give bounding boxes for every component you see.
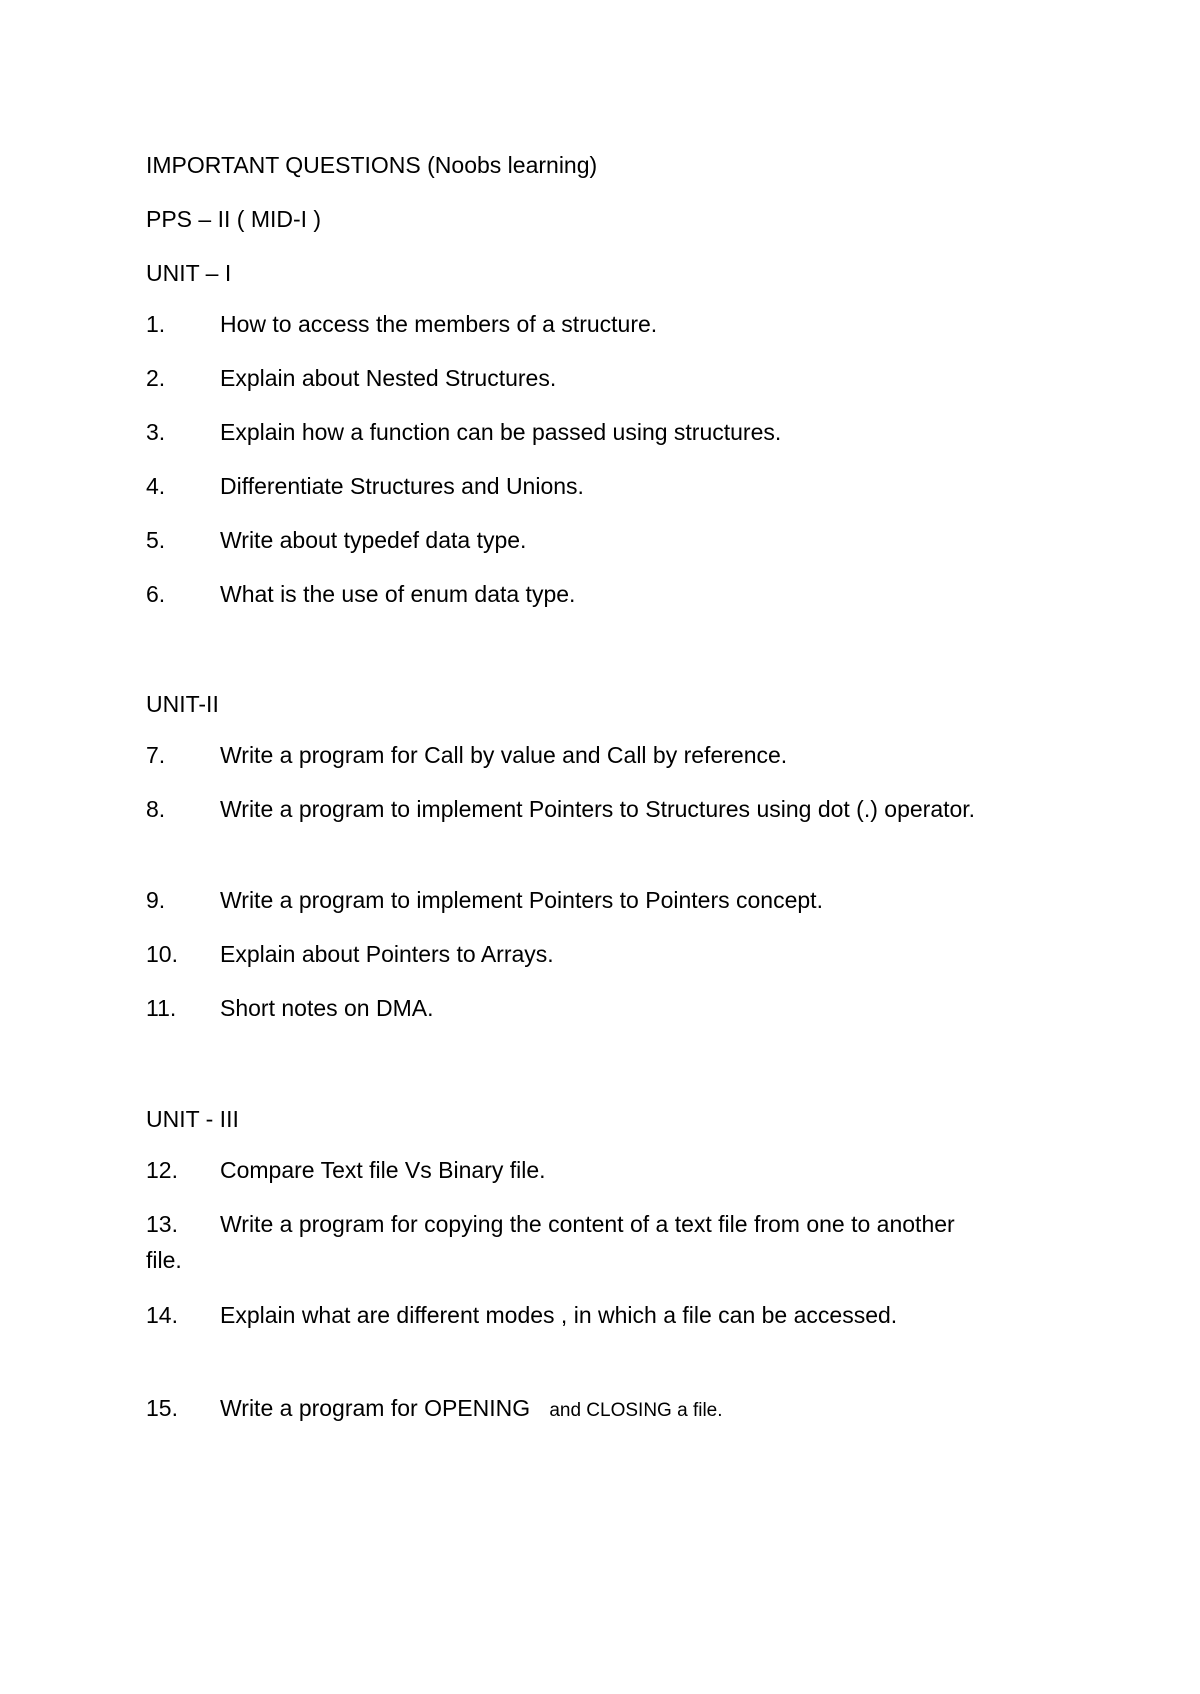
question-text: Write a program for OPENING <box>220 1395 531 1421</box>
question-item <box>146 791 976 827</box>
document-title: IMPORTANT QUESTIONS (Noobs learning) <box>146 152 598 178</box>
question-item <box>146 882 976 918</box>
question-text: How to access the members of a structure. <box>220 311 658 337</box>
question-item <box>146 576 976 612</box>
question-item <box>146 1152 976 1188</box>
question-number: 12. <box>146 1157 178 1183</box>
question-number: 10. <box>146 941 178 967</box>
question-item <box>146 1297 976 1333</box>
question-item <box>146 306 976 342</box>
question-item <box>146 936 976 972</box>
unit-heading-3: UNIT - III <box>146 1106 239 1132</box>
question-item <box>146 414 976 450</box>
question-text: Write a program for copying the content of a text file from one to another file. <box>146 1211 955 1273</box>
question-item <box>146 360 976 396</box>
question-text: What is the use of enum data type. <box>220 581 576 607</box>
unit-heading-2: UNIT-II <box>146 691 219 717</box>
question-text: Compare Text file Vs Binary file. <box>220 1157 546 1183</box>
question-item <box>146 990 976 1026</box>
question-item <box>146 737 976 773</box>
question-text: Explain about Pointers to Arrays. <box>220 941 554 967</box>
question-item <box>146 468 976 504</box>
question-number: 3. <box>146 419 166 445</box>
question-number: 2. <box>146 365 166 391</box>
question-text: Explain how a function can be passed using structures. <box>220 419 782 445</box>
question-text-small: and CLOSING a file. <box>549 1400 723 1421</box>
question-number: 13. <box>146 1211 178 1237</box>
question-text: Short notes on DMA. <box>220 995 434 1021</box>
question-number: 11. <box>146 995 177 1021</box>
question-item <box>146 1390 976 1429</box>
question-text: Write a program to implement Pointers to Structures using dot (.) operator. <box>220 796 976 822</box>
question-number: 1. <box>146 311 166 337</box>
question-text: Explain about Nested Structures. <box>220 365 557 391</box>
question-text: Write about typedef data type. <box>220 527 527 553</box>
question-text: Write a program to implement Pointers to Pointers concept. <box>220 887 823 913</box>
unit-heading-1: UNIT – I <box>146 260 232 286</box>
question-number: 15. <box>146 1395 178 1421</box>
question-text: Differentiate Structures and Unions. <box>220 473 584 499</box>
question-item <box>146 522 976 558</box>
subject-line: PPS – II ( MID-I ) <box>146 206 322 232</box>
question-item <box>146 1206 976 1278</box>
question-number: 5. <box>146 527 166 553</box>
question-number: 4. <box>146 473 166 499</box>
question-number: 14. <box>146 1302 178 1328</box>
question-number: 8. <box>146 796 166 822</box>
question-number: 6. <box>146 581 166 607</box>
question-text: Explain what are different modes , in which a file can be accessed. <box>220 1302 898 1328</box>
question-number: 7. <box>146 742 166 768</box>
question-number: 9. <box>146 887 166 913</box>
question-text: Write a program for Call by value and Call by reference. <box>220 742 788 768</box>
